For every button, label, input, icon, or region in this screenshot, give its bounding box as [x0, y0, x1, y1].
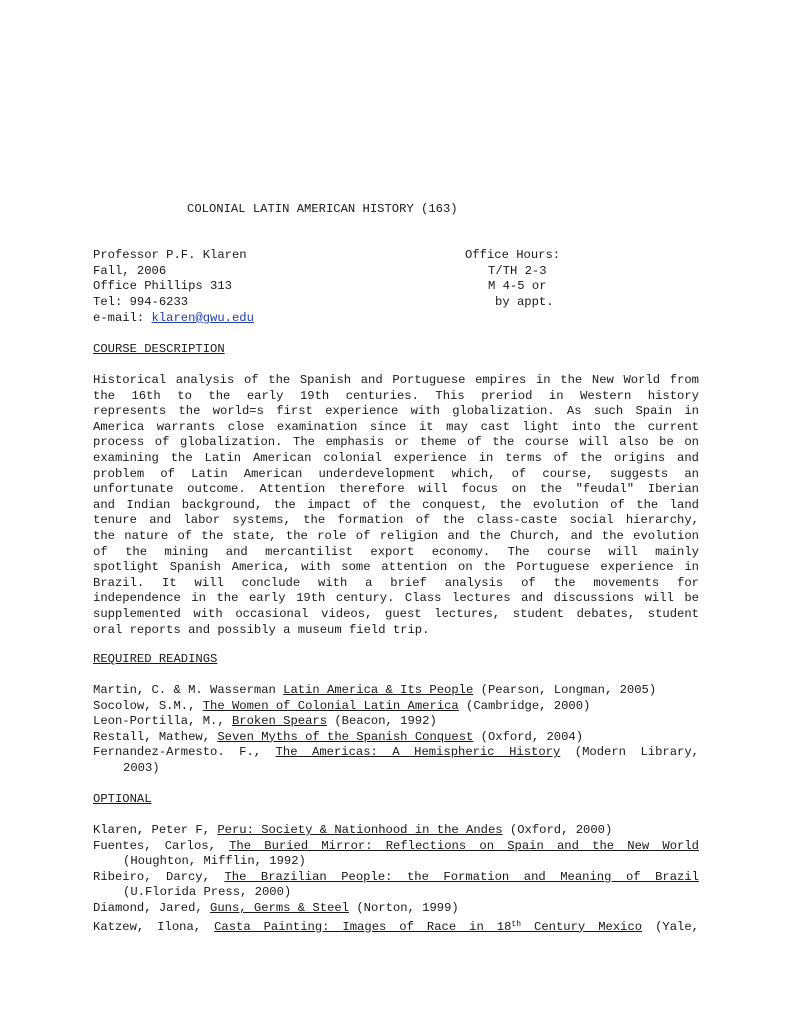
optional-item [93, 917, 699, 936]
description-line: Brazil. It will conclude with a brief analysis of the movements for [93, 575, 699, 590]
optional-item [93, 839, 699, 855]
reading-title: Broken Spears [231, 714, 328, 729]
reading-author: Klaren, Peter F, [93, 823, 218, 837]
reading-item [93, 730, 699, 746]
email-line [93, 311, 254, 327]
reading-publisher: (Modern Library, [574, 745, 699, 760]
description-line: independence in the early 19th century. Class lectures and discussions will be [93, 591, 699, 606]
reading-title: The Americas: A Hemispheric History [275, 745, 561, 760]
description-line: spotlight Spanish America, with some attention on the Portuguese experience in [93, 560, 699, 575]
description-line: of the mining and mercantilist export economy. The course will mainly [93, 544, 699, 559]
reading-item [93, 699, 699, 715]
reading-title-part: Century Mexico [521, 919, 643, 934]
superscript: th [511, 919, 522, 929]
description-line: unfortunate outcome. Attention therefore will focus on the "feudal" Iberian [93, 482, 699, 497]
description-line: Historical analysis of the Spanish and Portuguese empires in the New World from [93, 373, 699, 387]
description-line: America warrants close examination since it may cast light into the current [93, 419, 699, 434]
email-link[interactable]: klaren@gwu.edu [151, 311, 254, 325]
description-line: supplemented with occasional videos, guest lectures, student debates, student [93, 606, 699, 621]
reading-author: Ribeiro, Darcy, [93, 869, 225, 884]
reading-title: Guns, Germs & Steel [210, 900, 349, 915]
optional-item [93, 901, 699, 917]
description-line: represents the world=s first experience with globalization. As such Spain in [93, 404, 699, 419]
reading-author: Martin, C. & M. Wasserman [93, 683, 284, 697]
description-line: and Indian background, the impact of the conquest, the evolution of the land [93, 497, 699, 512]
reading-publisher: (Pearson, Longman, 2005) [473, 683, 657, 697]
description-line: process of globalization. The emphasis or theme of the course will also be on [93, 435, 699, 450]
reading-title: The Buried Mirror: Reflections on Spain and the New World [229, 838, 699, 853]
reading-author: Socolow, S.M., [93, 698, 203, 713]
instructor-name: Professor P.F. Klaren [93, 248, 247, 262]
reading-author: Fuentes, Carlos, [93, 838, 230, 853]
reading-publisher: (Beacon, 1992) [327, 714, 437, 729]
optional-heading: OPTIONAL [93, 792, 152, 806]
office-hours-line1: T/TH 2-3 [488, 264, 547, 278]
reading-continuation: (U.Florida Press, 2000) [123, 885, 292, 900]
reading-author: Katzew, Ilona, [93, 919, 215, 934]
reading-item [93, 714, 699, 730]
required-readings-heading: REQUIRED READINGS [93, 652, 218, 666]
office-hours-line2: M 4-5 or [488, 279, 547, 293]
description-line: problem of Latin American underdevelopment which, of course, suggests an [93, 466, 699, 481]
reading-author: Leon-Portilla, M., [93, 714, 232, 729]
optional-item [93, 870, 699, 886]
description-line: oral reports and possibly a museum field trip. [93, 622, 430, 637]
reading-continuation: (Houghton, Mifflin, 1992) [123, 854, 306, 869]
reading-title: Seven Myths of the Spanish Conquest [217, 729, 474, 744]
reading-publisher: (Cambridge, 2000) [458, 698, 591, 713]
reading-publisher: (Oxford, 2000) [502, 823, 613, 837]
page-title: COLONIAL LATIN AMERICAN HISTORY (163) [187, 202, 458, 216]
description-line: examining the Latin American colonial experience in terms of the origins and [93, 450, 699, 465]
reading-title: The Women of Colonial Latin America [202, 698, 459, 713]
course-description-body [93, 373, 699, 638]
description-line: the 16th to the early 19th centuries. This preriod in Western history [93, 388, 699, 403]
reading-author: Restall, Mathew, [93, 729, 218, 744]
reading-title-part: Casta Painting: Images of Race in 18 [214, 919, 512, 934]
telephone: Tel: 994-6233 [93, 295, 189, 309]
email-label: e-mail: [93, 311, 152, 325]
optional-readings-list [93, 823, 699, 935]
reading-publisher: (Yale, [655, 919, 699, 934]
reading-item [93, 683, 699, 699]
reading-author: Fernandez-Armesto. F., [93, 745, 276, 760]
reading-title [214, 920, 642, 934]
term: Fall, 2006 [93, 264, 167, 278]
optional-item [93, 823, 699, 839]
reading-author: Diamond, Jared, [93, 900, 211, 915]
office-hours-line3: by appt. [495, 295, 554, 309]
reading-title: Latin America & Its People [283, 683, 474, 697]
course-description-heading: COURSE DESCRIPTION [93, 342, 225, 356]
office-hours-label: Office Hours: [465, 248, 561, 262]
description-line: the nature of the state, the role of religion and the Church, and the evolution [93, 528, 699, 543]
reading-publisher: (Norton, 1999) [349, 900, 459, 915]
reading-item [93, 745, 699, 761]
reading-continuation: 2003) [123, 760, 160, 775]
required-readings-list [93, 683, 699, 777]
office-location: Office Phillips 313 [93, 279, 232, 293]
reading-title: The Brazilian People: the Formation and Meaning of Brazil [224, 869, 699, 884]
description-line: tenure and labor systems, the formation of the class-caste social hierarchy, [93, 513, 699, 528]
reading-title: Peru: Society & Nationhood in the Andes [217, 823, 503, 837]
reading-publisher: (Oxford, 2004) [473, 729, 584, 744]
